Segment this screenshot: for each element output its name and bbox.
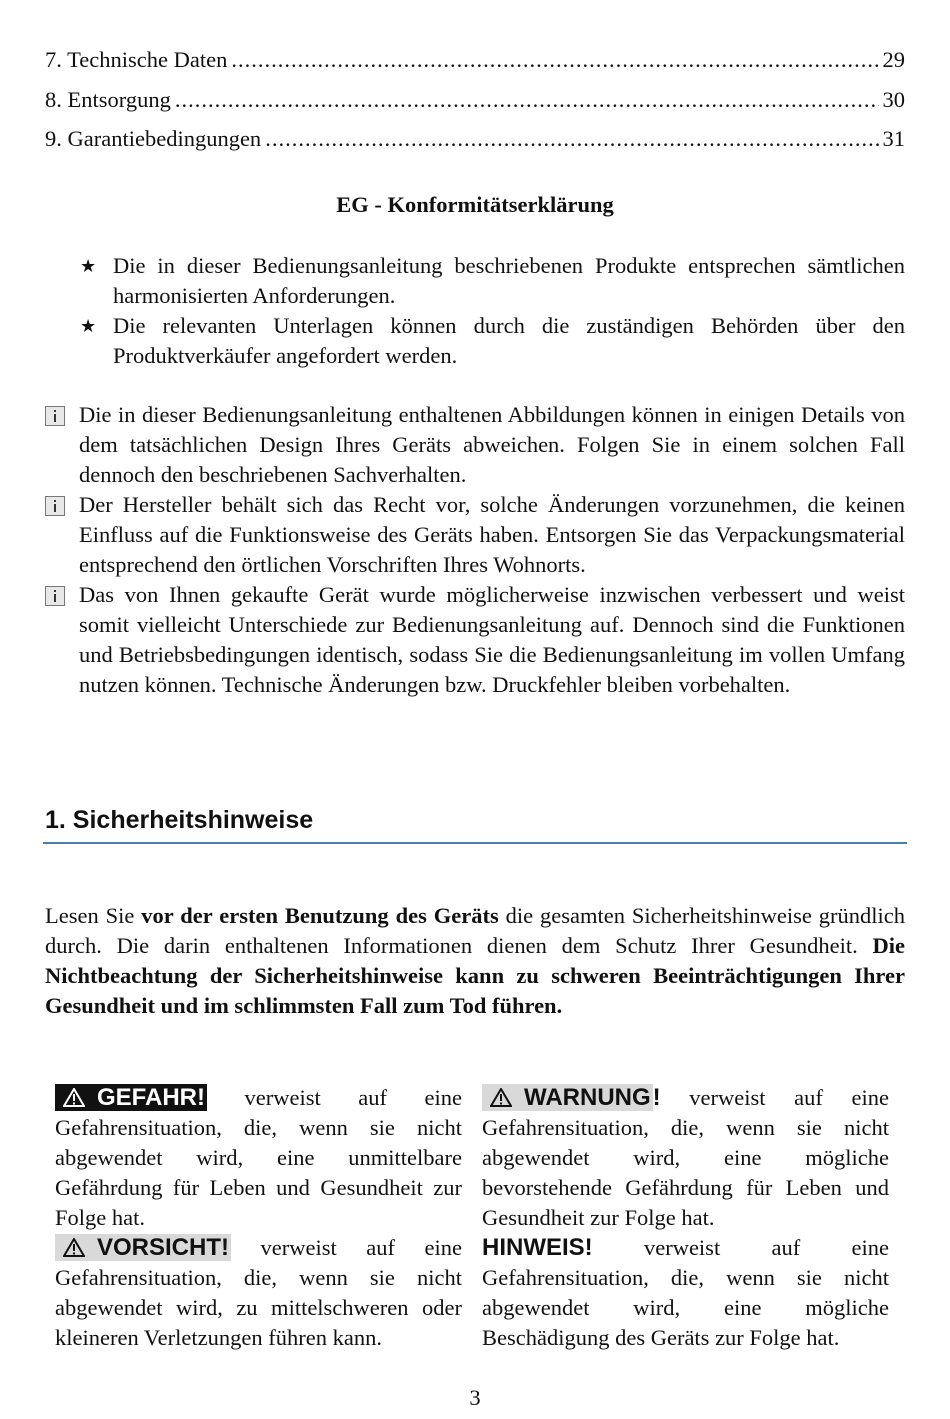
intro-emphasis: vor der ersten Benutzung des Geräts xyxy=(141,903,499,928)
info-icon-wrap xyxy=(45,490,79,580)
info-icon-wrap xyxy=(45,580,79,700)
section-heading: 1. Sicherheitshinweise xyxy=(45,806,314,834)
page-number: 3 xyxy=(469,1385,481,1410)
toc-entry[interactable] xyxy=(45,80,905,120)
toc-entry-label: 8. Entsorgung xyxy=(45,86,171,112)
star-icon: ★ xyxy=(80,316,97,336)
warning-triangle-icon xyxy=(63,1238,85,1257)
conformity-title: EG - Konformitätserklärung xyxy=(336,192,614,217)
intro-warning: Die Nichtbeachtung der Sicherheitshinweise kann zu schweren Beeinträchtigungen Ihrer Gesundheit und im schlimmsten Fall zum Tod führen. xyxy=(45,933,905,1018)
caution-text: verweist auf eine Gefahrensituation, die, wenn sie nicht abgewendet wird, zu mittelschweren oder kleineren Verletzungen führen kann. xyxy=(55,1235,462,1350)
section-divider xyxy=(43,842,907,844)
info-note xyxy=(45,580,905,700)
info-icon xyxy=(45,586,65,606)
toc-entry-label: 9. Garantiebedingungen xyxy=(45,126,262,151)
caution-label: VORSICHT! xyxy=(97,1234,229,1261)
info-note-text: Der Hersteller behält sich das Recht vor, solche Änderungen vorzunehmen, die keinen Einfluss auf die Funktionsweise des Geräts haben. Entsorgen Sie das Verpackungsmaterial entsprechend den örtlichen Vorschriften Ihres Wohnorts. xyxy=(79,492,905,577)
intro-text: die gesamten Sicherheitshinweise gründlich durch. Die darin enthaltenen Informationen dienen dem Schutz Ihrer Gesundheit. xyxy=(45,903,905,958)
signal-danger xyxy=(55,1083,462,1233)
info-note-text: Die in dieser Bedienungsanleitung enthaltenen Abbildungen können in einigen Details von dem tatsächlichen Design Ihres Geräts abweichen. Folgen Sie in einem solchen Fall dennoch den beschriebenen Sachverhalten. xyxy=(79,402,905,487)
star-icon: ★ xyxy=(80,256,97,276)
danger-label: GEFAHR! xyxy=(97,1084,205,1111)
signal-warning xyxy=(482,1083,889,1233)
toc-entry-label: 7. Technische Daten xyxy=(45,47,228,72)
notice-text: verweist auf eine Gefahrensituation, die, wenn sie nicht abgewendet wird, eine mögliche Beschädigung des Geräts zur Folge hat. xyxy=(482,1235,889,1350)
warning-text: verweist auf eine Gefahrensituation, die, wenn sie nicht abgewendet wird, eine mögliche bevorstehende Gefährdung für Leben und Gesundheit zur Folge hat. xyxy=(482,1085,889,1230)
signal-column-left xyxy=(55,1083,462,1353)
warning-badge xyxy=(482,1084,653,1111)
toc-leader-dots xyxy=(265,119,878,159)
info-note xyxy=(45,400,905,490)
warning-label-tail: ! xyxy=(652,1084,661,1111)
signal-caution xyxy=(55,1233,462,1353)
warning-label: WARNUNG xyxy=(524,1084,651,1111)
info-note-text: Das von Ihnen gekaufte Gerät wurde möglicherweise inzwischen verbessert und weist somit vielleicht Unterschiede zur Bedienungsanleitung auf. Dennoch sind die Funktionen und Betriebsbedingungen identisch, sodass Sie die Bedienungsanleitung im vollen Umfang nutzen können. Technische Änderungen bzw. Druckfehler bleiben vorbehalten. xyxy=(79,582,905,697)
danger-text: verweist auf eine Gefahrensituation, die, wenn sie nicht abgewendet wird, eine unmittelbare Gefährdung für Leben und Gesundheit zur Folge hat. xyxy=(55,1085,462,1230)
info-icon-wrap xyxy=(45,400,79,490)
toc-leader-dots xyxy=(175,80,879,120)
toc-entry-page: 31 xyxy=(882,126,905,151)
signal-notice xyxy=(482,1233,889,1353)
intro-text: Lesen Sie xyxy=(45,903,142,928)
warning-triangle-icon xyxy=(63,1088,85,1107)
notice-label: HINWEIS! xyxy=(482,1234,593,1261)
toc-entry-page: 29 xyxy=(882,47,905,72)
toc-entry[interactable] xyxy=(45,119,905,159)
list-item xyxy=(80,251,905,311)
signal-column-right xyxy=(482,1083,889,1353)
conformity-list xyxy=(80,251,905,371)
info-icon xyxy=(45,406,65,426)
toc-entry[interactable] xyxy=(45,40,905,80)
list-item-text: Die relevanten Unterlagen können durch die zuständigen Behörden über den Produktverkäufer angefordert werden. xyxy=(113,313,905,368)
danger-badge xyxy=(55,1084,207,1111)
list-item-text: Die in dieser Bedienungsanleitung beschriebenen Produkte entsprechen sämtlichen harmonisierten Anforderungen. xyxy=(113,253,905,308)
table-of-contents xyxy=(45,40,905,159)
safety-intro xyxy=(45,901,905,1021)
warning-triangle-icon xyxy=(490,1088,512,1107)
info-notes xyxy=(45,400,905,700)
toc-entry-page: 30 xyxy=(882,86,905,112)
info-icon xyxy=(45,496,65,516)
caution-badge xyxy=(55,1234,231,1261)
info-note xyxy=(45,490,905,580)
toc-leader-dots xyxy=(231,40,878,80)
list-item xyxy=(80,311,905,371)
